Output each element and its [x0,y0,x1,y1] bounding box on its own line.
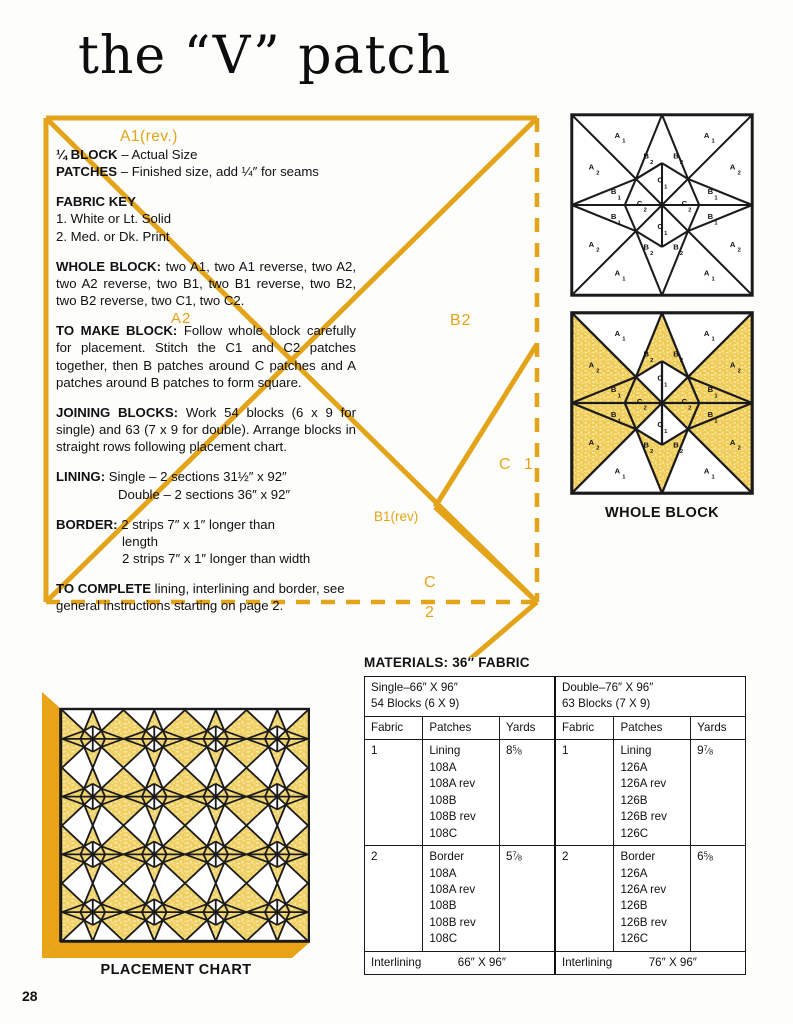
svg-text:B: B [673,349,679,359]
svg-text:B: B [610,384,617,394]
double-r1-yards [691,740,746,846]
single-r1-patches [423,740,500,846]
svg-text:2: 2 [679,449,684,456]
label-b2: B2 [450,312,472,329]
svg-text:2: 2 [737,445,741,452]
single-r2-patches [423,846,500,952]
svg-text:2: 2 [679,358,684,365]
svg-text:B: B [643,440,649,450]
lining-line-1 [56,468,356,485]
placement-chart-svg [42,692,310,958]
svg-text:B: B [610,186,617,196]
single-interlining-label: Interlining [371,955,422,969]
yards-whole: 6 [697,850,704,864]
lining-line-2: Double – 2 sections 36″ x 92″ [118,486,291,502]
joining-blocks-text: Work 54 blocks (6 x 9 for single) and 63 (7 x 9 for double). Arrange blocks in straight rows following placement chart. [56,404,356,455]
label-a1-rev: A1(rev.) [120,128,178,145]
svg-text:B: B [610,211,617,221]
double-interlining-label: Interlining [561,955,613,969]
quarter-block-line [56,146,356,163]
to-complete-label: TO COMPLETE [56,581,152,597]
svg-text:A: A [588,437,595,447]
svg-text:A: A [614,466,621,476]
whole-block-text: two A1, two A1 reverse, two A2, two A2 reverse, two B1, two B1 reverse, two B2, two B2 reverse, two C1, two C2. [56,258,356,309]
page-title: the “V” patch [78,26,452,86]
joining-blocks-paragraph [56,404,356,455]
svg-text:1: 1 [711,138,715,145]
double-interlining-size: 76″ X 96″ [648,955,697,969]
svg-text:2: 2 [679,251,684,258]
fraction-slash: ⁄ [707,746,710,757]
svg-text:A: A [729,162,736,172]
header-double-fabric: Fabric [555,716,614,739]
svg-text:2: 2 [679,160,684,167]
yards-numerator: 5 [703,849,708,859]
placement-chart-caption: PLACEMENT CHART [100,962,252,978]
svg-text:2: 2 [737,368,741,375]
yards-denominator: 8 [518,853,523,863]
placement-chart-diagram [42,692,310,958]
line-block-diagram [566,112,758,298]
svg-text:B: B [707,186,714,196]
svg-text:B: B [643,242,649,252]
to-make-block-text: Follow whole block carefully for placement. Stitch the C1 and C2 patches together, then B patches around C patches and A patches around B patches to form square. [56,323,356,390]
header-double-yards: Yards [691,716,746,739]
svg-text:2: 2 [737,247,741,254]
whole-block-svg [566,310,758,496]
header-single-fabric: Fabric [365,716,423,739]
svg-text:1: 1 [714,418,718,425]
patch-item: 126C [620,826,649,840]
patch-item: Border [429,850,465,864]
border-line-2: length [122,533,158,549]
svg-text:2: 2 [596,368,600,375]
label-b1-rev: B1(rev) [374,509,419,524]
whole-block-label: WHOLE BLOCK: [56,258,161,274]
svg-text:A: A [729,437,736,447]
svg-text:1: 1 [664,184,668,191]
svg-text:1: 1 [617,195,621,202]
svg-text:B: B [673,151,679,161]
svg-text:B: B [643,151,649,161]
single-size-line1: Single–66″ X 96″ [371,681,458,694]
svg-text:2: 2 [643,405,647,412]
patch-item: 108B rev [429,810,476,824]
double-r2-patches [614,846,691,952]
table-row-interlining [365,951,746,974]
svg-text:1: 1 [622,336,626,343]
patch-item: 108A [429,866,457,880]
double-r2-yards [691,846,746,952]
border-line-3: 2 strips 7″ x 1″ longer than width [122,550,311,566]
svg-text:A: A [614,131,621,141]
svg-text:2: 2 [650,251,654,258]
quilt-field [61,709,309,941]
label-c1-right: 1 [524,456,533,473]
quarter-block-label: ¼ BLOCK [56,147,118,162]
svg-text:2: 2 [643,207,647,214]
double-size-line1: Double–76″ X 96″ [561,681,654,694]
svg-text:C: C [657,175,663,185]
to-make-block-label: TO MAKE BLOCK: [56,323,178,339]
fabric-key-heading: FABRIC KEY [56,194,136,210]
header-double-patches: Patches [614,716,691,739]
patch-item: 108A [429,760,457,774]
svg-text:A: A [588,162,595,172]
svg-text:1: 1 [711,474,715,481]
yards-whole: 5 [506,850,513,864]
line-block-svg [566,112,758,298]
svg-text:A: A [703,131,710,141]
svg-text:C: C [681,198,688,208]
patch-item: Border [620,850,656,864]
page-number: 28 [22,988,38,1004]
fabric-key-item-2: 2. Med. or Dk. Print [56,228,170,244]
svg-text:2: 2 [650,160,654,167]
patch-item: 126A rev [620,777,667,791]
yards-whole: 8 [506,744,513,758]
svg-text:1: 1 [714,393,718,400]
svg-text:2: 2 [688,405,692,412]
patch-item: 126A [620,866,648,880]
svg-text:1: 1 [714,195,718,202]
to-make-block-paragraph [56,322,356,391]
patch-item: 126C [620,932,649,946]
whole-block-paragraph [56,258,356,309]
fabric-key-item-1: 1. White or Lt. Solid [56,211,172,227]
svg-text:B: B [673,440,679,450]
patch-item: 126B [620,793,648,807]
svg-text:A: A [588,360,595,370]
materials-table [364,676,746,975]
single-interlining-cell [365,951,555,974]
patch-item: 108A rev [429,777,476,791]
single-interlining-size: 66″ X 96″ [457,955,506,969]
double-r1-fabric: 1 [555,740,614,846]
svg-text:C: C [657,373,663,383]
svg-text:2: 2 [596,445,600,452]
yards-numerator: 5 [512,743,517,753]
svg-text:B: B [643,349,649,359]
patch-item: 126B rev [620,915,667,929]
label-c2-bottom: 2 [425,604,434,621]
patch-item: 126A [620,760,648,774]
svg-text:B: B [707,409,714,419]
svg-text:1: 1 [617,393,621,400]
double-r1-patches [614,740,691,846]
border-left [42,692,60,958]
lining-label: LINING: [56,469,106,485]
svg-text:1: 1 [664,230,668,237]
table-row [365,846,746,952]
svg-text:2: 2 [650,449,654,456]
fraction-slash: ⁄ [516,746,519,757]
svg-text:B: B [707,384,714,394]
svg-text:A: A [703,466,710,476]
svg-text:A: A [703,329,710,339]
single-size-cell [365,677,555,717]
svg-text:A: A [588,239,595,249]
patch-item: 108A rev [429,882,476,896]
label-a2: A2 [171,310,192,327]
single-r2-yards [500,846,555,952]
table-row-column-headers [365,716,746,739]
svg-text:A: A [703,268,710,278]
yards-whole: 9 [697,744,704,758]
instructions-block [56,146,356,614]
single-r1-fabric: 1 [365,740,423,846]
pattern-line-b1rev-right [435,507,537,602]
patch-item: 108C [429,932,458,946]
single-r2-fabric: 2 [365,846,423,952]
svg-text:C: C [636,198,643,208]
patches-line [56,163,356,180]
header-single-yards: Yards [500,716,555,739]
fraction-slash: ⁄ [707,852,710,863]
label-c2-top: C [424,574,436,591]
svg-text:B: B [610,409,617,419]
patch-item: Lining [620,744,652,758]
table-row-size-header [365,677,746,717]
quarter-block-text: – Actual Size [117,147,198,162]
border-strips-1: 2 strips 7″ x 1″ longer than [117,516,275,532]
header-single-patches: Patches [423,716,500,739]
patch-item: Lining [429,744,461,758]
patch-item: 108B [429,793,457,807]
svg-text:A: A [614,329,621,339]
yards-denominator: 8 [518,748,523,758]
table-row [365,740,746,846]
svg-text:1: 1 [617,220,621,227]
double-interlining-cell [555,951,746,974]
border-label: BORDER: [56,516,118,532]
svg-text:1: 1 [714,220,718,227]
whole-block-diagram [566,310,758,496]
patch-item: 126A rev [620,882,667,896]
to-complete-paragraph [56,580,356,614]
svg-text:1: 1 [622,276,626,283]
double-size-cell [555,677,746,717]
svg-text:1: 1 [622,474,626,481]
joining-blocks-label: JOINING BLOCKS: [56,404,179,420]
patch-item: 108B [429,899,457,913]
double-r2-fabric: 2 [555,846,614,952]
fraction-slash: ⁄ [516,852,519,863]
svg-text:C: C [657,222,663,232]
double-size-line2: 63 Blocks (7 X 9) [561,697,651,711]
patch-item: 126B rev [620,810,667,824]
svg-text:2: 2 [650,358,654,365]
patches-text: – Finished size, add ¼″ for seams [117,164,319,180]
svg-text:1: 1 [664,428,668,435]
svg-text:A: A [729,239,736,249]
svg-text:B: B [673,242,679,252]
svg-text:C: C [657,420,663,430]
svg-text:B: B [707,211,714,221]
border-line-1 [56,516,356,533]
svg-text:1: 1 [622,138,626,145]
patches-label: PATCHES [56,164,118,180]
yards-numerator: 7 [703,743,708,753]
whole-block-caption: WHOLE BLOCK [605,505,719,521]
svg-text:2: 2 [688,207,692,214]
yards-denominator: 8 [709,853,714,863]
to-complete-text: lining, interlining and border, see general instructions starting on page 2. [56,581,345,614]
border-bottom [42,942,310,958]
patch-item: 108B rev [429,915,476,929]
svg-text:C: C [636,396,643,406]
patch-item: 126B [620,899,648,913]
svg-text:2: 2 [596,170,600,177]
svg-text:C: C [681,396,688,406]
svg-text:1: 1 [711,336,715,343]
svg-text:1: 1 [617,418,621,425]
pattern-line-b2-c1 [435,344,537,507]
single-r1-yards [500,740,555,846]
single-size-line2: 54 Blocks (6 X 9) [371,697,460,711]
pattern-line-v-left [455,602,537,657]
lining-single: Single – 2 sections 31½″ x 92″ [105,469,287,485]
svg-text:A: A [614,268,621,278]
materials-heading: MATERIALS: 36″ FABRIC [364,655,530,670]
svg-text:1: 1 [711,276,715,283]
patch-item: 108C [429,826,458,840]
label-c1-left: C [499,456,511,473]
svg-text:2: 2 [737,170,741,177]
svg-text:A: A [729,360,736,370]
yards-numerator: 7 [512,849,517,859]
svg-text:1: 1 [664,382,668,389]
svg-text:2: 2 [596,247,600,254]
yards-denominator: 8 [709,748,714,758]
